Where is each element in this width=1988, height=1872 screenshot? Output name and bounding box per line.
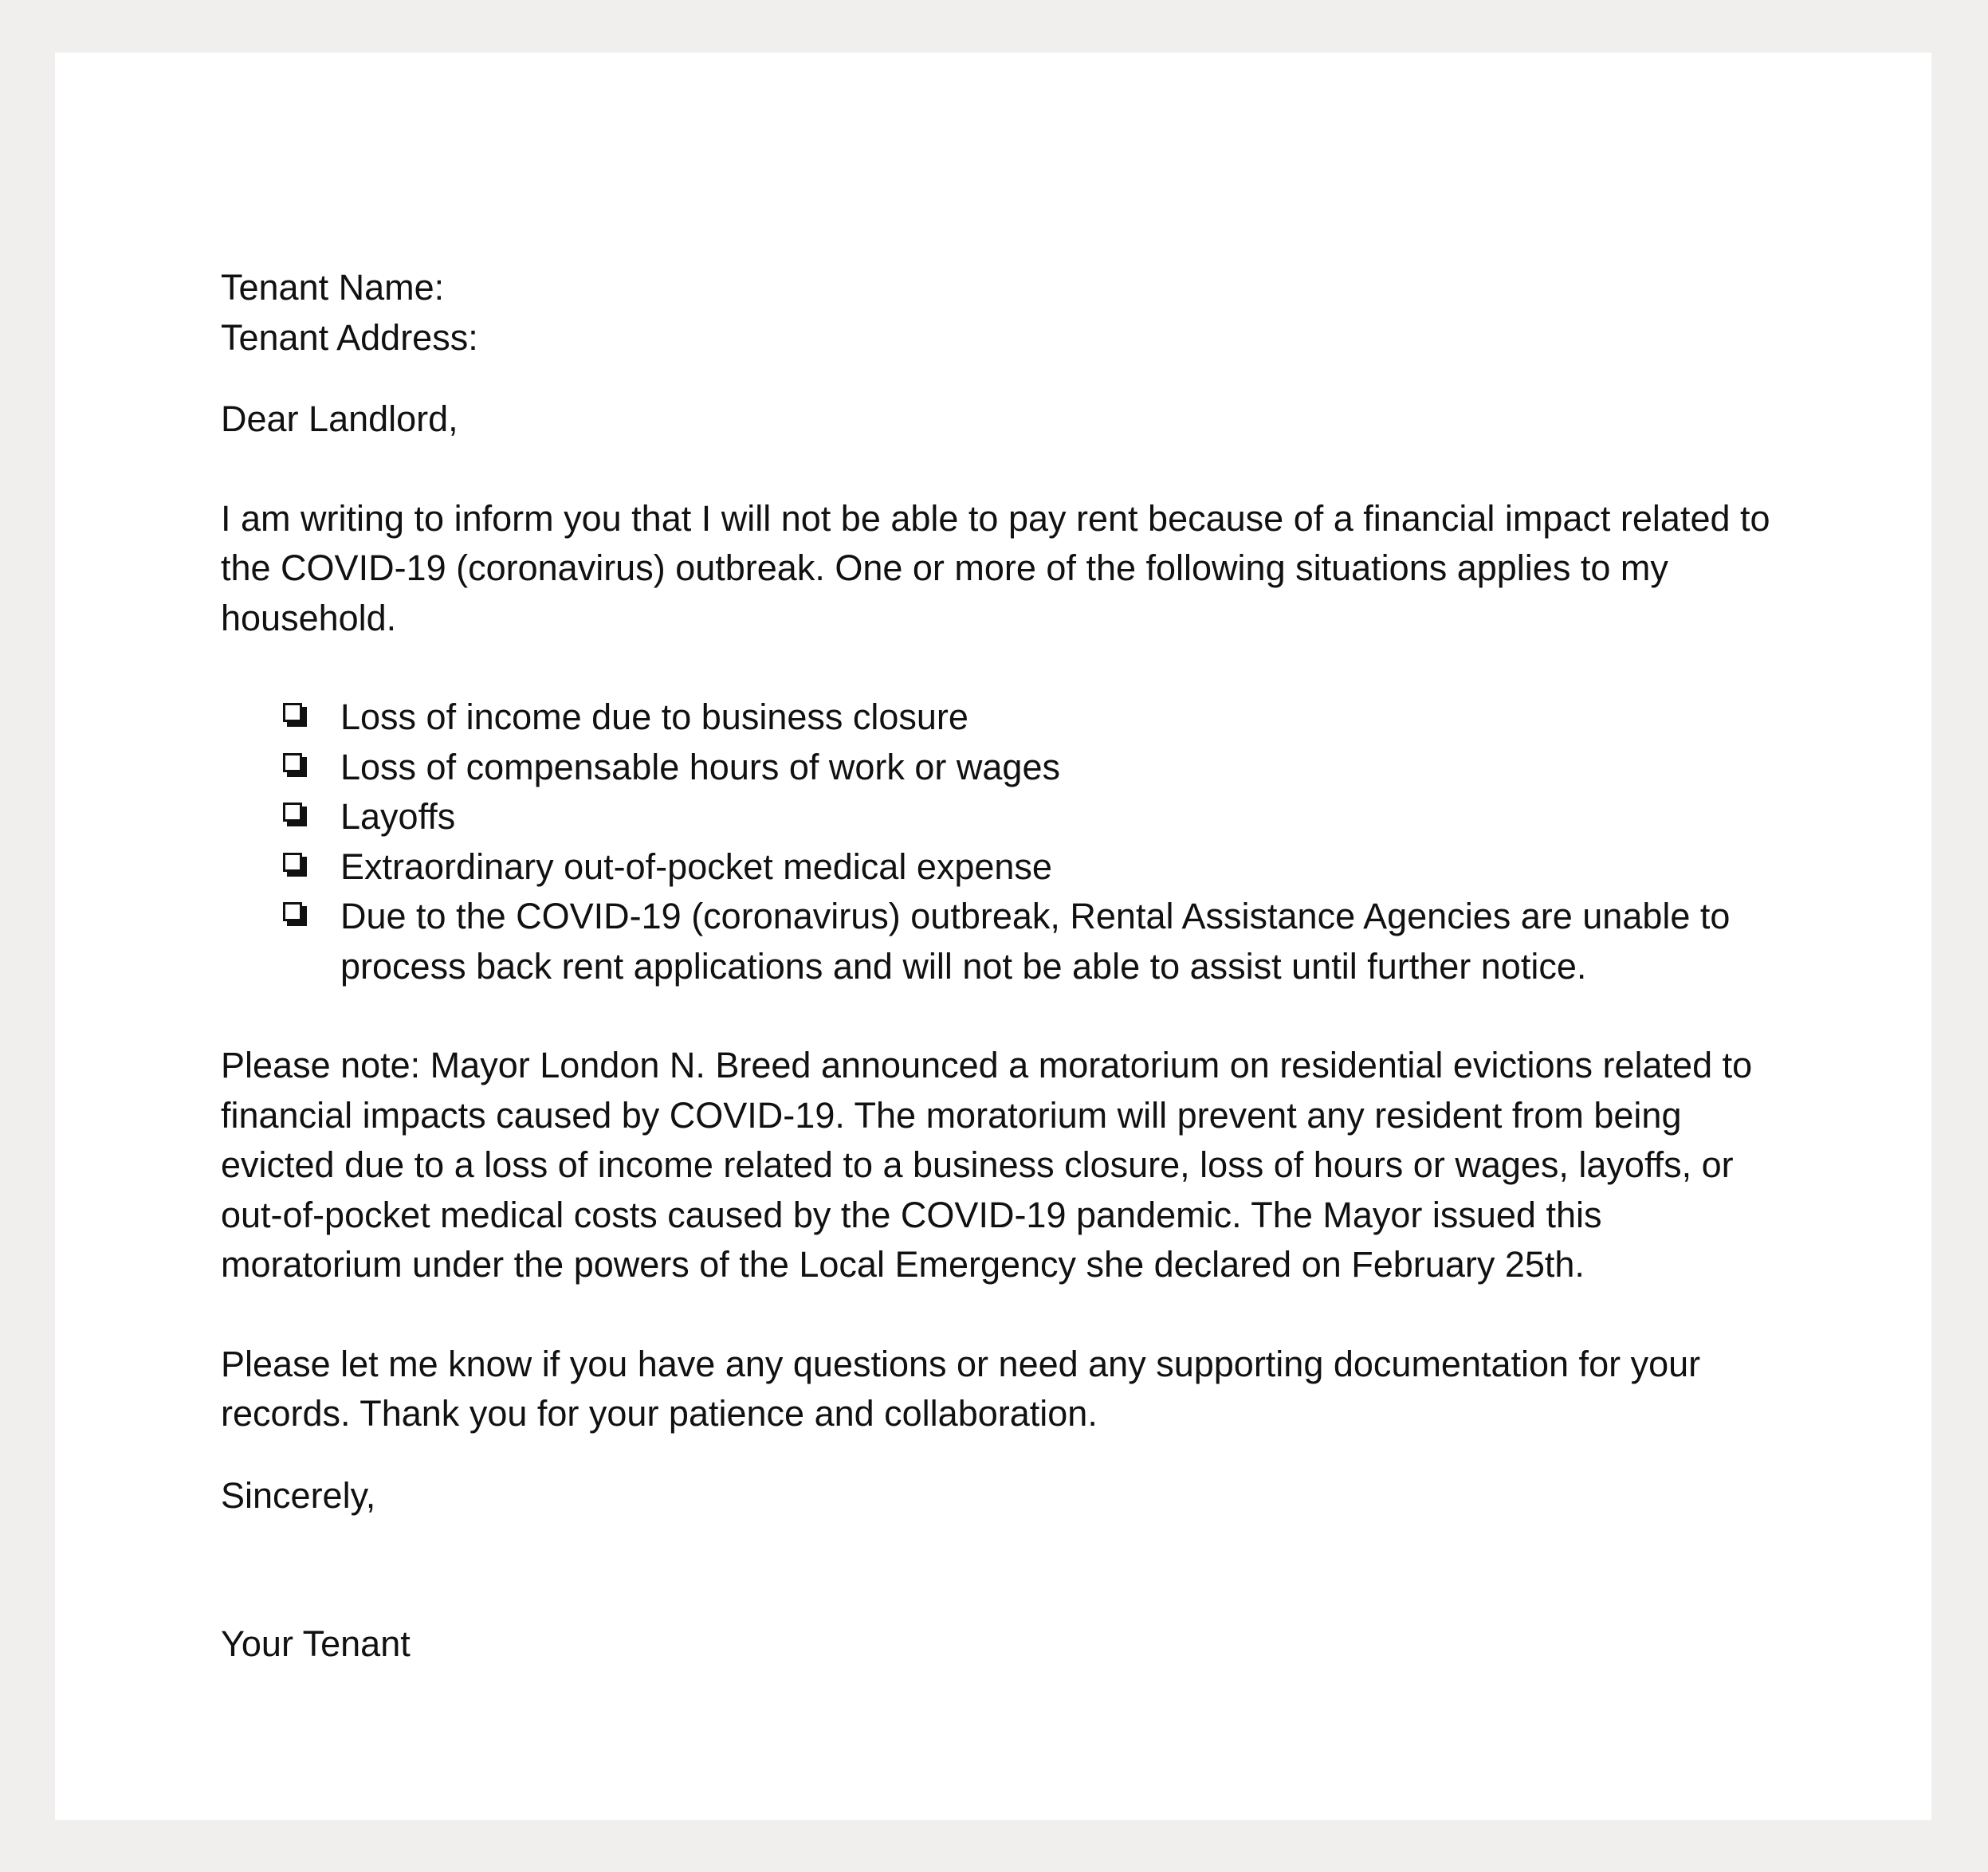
checkbox-icon[interactable] bbox=[283, 803, 305, 825]
tenant-name-label: Tenant Name: bbox=[221, 267, 445, 308]
checklist-item-label: Layoffs bbox=[340, 796, 456, 837]
checkbox-icon[interactable] bbox=[283, 753, 305, 775]
checkbox-icon[interactable] bbox=[283, 902, 305, 924]
signature: Your Tenant bbox=[221, 1623, 411, 1664]
document-page bbox=[55, 53, 1931, 1820]
closing-request-paragraph: Please let me know if you have any questions or need any supporting documentation for your records. Thank you for your patience and collaboration. bbox=[221, 1343, 1701, 1434]
tenant-address-label: Tenant Address: bbox=[221, 316, 478, 358]
intro-paragraph: I am writing to inform you that I will not be able to pay rent because of a financial impact related to the COVID-19 (coronavirus) outbreak. One or more of the following situations applies to my household. bbox=[221, 497, 1770, 638]
checklist-item bbox=[340, 842, 1783, 893]
checklist-item bbox=[340, 892, 1783, 991]
checklist-item bbox=[340, 693, 1783, 743]
checkbox-icon[interactable] bbox=[283, 853, 305, 875]
checklist-item-label: Loss of compensable hours of work or wages bbox=[340, 746, 1060, 787]
checklist-item bbox=[340, 792, 1783, 842]
checklist-item-label: Due to the COVID-19 (coronavirus) outbreak, Rental Assistance Agencies are unable to process back rent applications and will not be able to assist until further notice. bbox=[340, 896, 1731, 987]
checklist-item-label: Loss of income due to business closure bbox=[340, 697, 968, 737]
sign-off: Sincerely, bbox=[221, 1474, 376, 1516]
checkbox-icon[interactable] bbox=[283, 703, 305, 725]
salutation: Dear Landlord, bbox=[221, 398, 458, 439]
letter-body bbox=[221, 263, 1783, 1670]
situation-checklist bbox=[221, 693, 1783, 991]
checklist-item-label: Extraordinary out-of-pocket medical expense bbox=[340, 846, 1052, 887]
moratorium-note-paragraph: Please note: Mayor London N. Breed announced a moratorium on residential evictions related to financial impacts caused by COVID-19. The moratorium will prevent any resident from being evicted due to a loss of income related to a business closure, loss of hours or wages, layoffs, or out-of-pocket medical costs caused by the COVID-19 pandemic. The Mayor issued this moratorium under the powers of the Local Emergency she declared on February 25th. bbox=[221, 1045, 1753, 1285]
checklist-item bbox=[340, 743, 1783, 793]
